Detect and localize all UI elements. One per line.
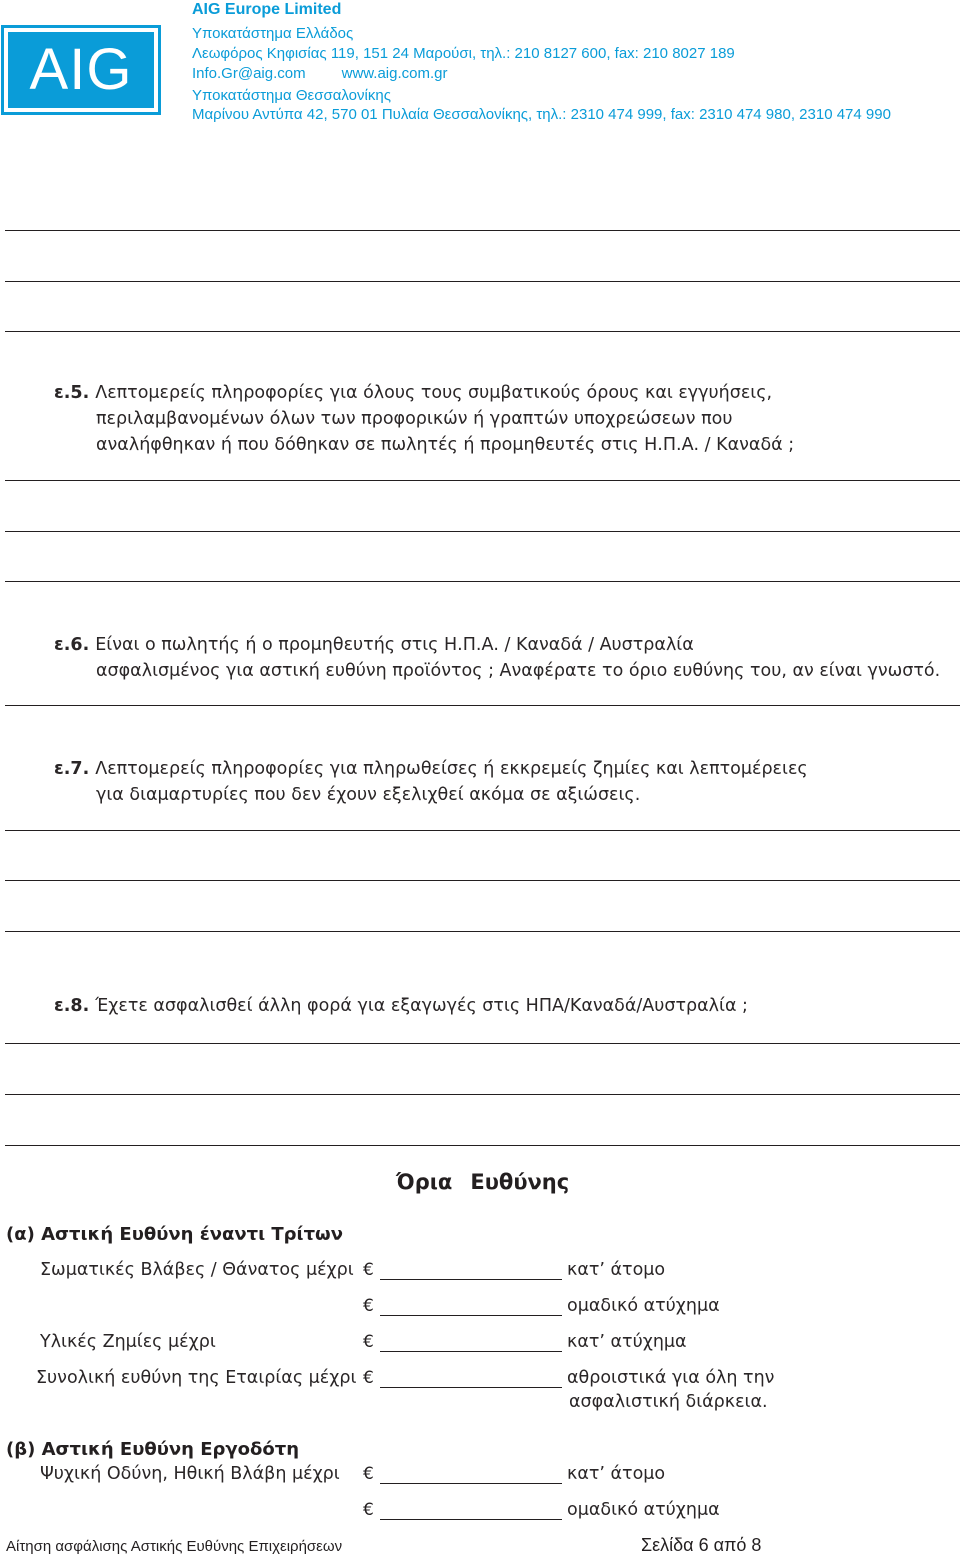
question-number: ε.6. [54, 635, 90, 655]
question-text: Λεπτομερείς πληροφορίες για πληρωθείσες ή εκκρεμείς ζημίες και λεπτομέρειες [95, 759, 808, 779]
answer-line[interactable] [5, 880, 960, 881]
answer-line[interactable] [5, 1043, 960, 1044]
question-e7 [54, 756, 808, 808]
limits-title [396, 1170, 569, 1194]
euro-symbol: € [363, 1260, 374, 1280]
per-accident-label: κατ’ ατύχημα [567, 1332, 687, 1352]
question-text: περιλαμβανομένων όλων των προφορικών ή γραπτών υποχρεώσεων που [96, 409, 733, 429]
logo-text: AIG [29, 37, 133, 102]
address-thessaloniki: Μαρίνου Αντύπα 42, 570 01 Πυλαία Θεσσαλονίκης, τηλ.: 2310 474 999, fax: 2310 474 980, 2310 474 990 [192, 106, 891, 123]
euro-symbol: € [363, 1368, 374, 1388]
answer-line[interactable] [5, 581, 960, 582]
branch-greece: Υποκατάστημα Ελλάδος [192, 25, 354, 42]
material-damage-label: Υλικές Ζημίες μέχρι [40, 1332, 216, 1352]
question-text: Είναι ο πωλητής ή ο προμηθευτής στις Η.Π.Α. / Καναδά / Αυστραλία [95, 635, 694, 655]
question-text: Λεπτομερείς πληροφορίες για όλους τους συμβατικούς όρους και εγγυήσεις, [95, 383, 773, 403]
euro-symbol: € [363, 1332, 374, 1352]
mental-anguish-label: Ψυχική Οδύνη, Ηθική Βλάβη μέχρι [40, 1464, 340, 1484]
total-aggregate-field[interactable] [380, 1387, 562, 1388]
employer-group-accident-field[interactable] [380, 1519, 562, 1520]
question-text: Έχετε ασφαλισθεί άλλη φορά για εξαγωγές στις ΗΠΑ/Καναδά/Αυστραλία ; [95, 996, 748, 1016]
answer-line[interactable] [5, 281, 960, 282]
answer-line[interactable] [5, 830, 960, 831]
section-a-title: (α) Αστική Ευθύνη έναντι Τρίτων [6, 1224, 343, 1245]
page-number: Σελίδα 6 από 8 [641, 1535, 762, 1555]
bodily-group-accident-field[interactable] [380, 1315, 562, 1316]
group-accident-label: ομαδικό ατύχημα [567, 1500, 720, 1520]
question-e8 [54, 993, 748, 1019]
answer-line[interactable] [5, 531, 960, 532]
question-number: ε.5. [54, 383, 90, 403]
aggregate-label-line1: αθροιστικά για όλη την [567, 1368, 775, 1388]
question-number: ε.8. [54, 996, 90, 1016]
address-athens: Λεωφόρος Κηφισίας 119, 151 24 Μαρούσι, τηλ.: 210 8127 600, fax: 210 8027 189 [192, 45, 735, 62]
branch-thessaloniki: Υποκατάστημα Θεσσαλονίκης [192, 87, 391, 104]
material-per-accident-field[interactable] [380, 1351, 562, 1352]
bodily-per-person-field[interactable] [380, 1279, 562, 1280]
answer-line[interactable] [5, 931, 960, 932]
per-person-label: κατ’ άτομο [567, 1260, 666, 1280]
contact-line [192, 64, 447, 84]
group-accident-label: ομαδικό ατύχημα [567, 1296, 720, 1316]
question-text: αναλήφθηκαν ή που δόθηκαν σε πωλητές ή προμηθευτές στις Η.Π.Α. / Καναδά ; [96, 435, 795, 455]
limits-title-word: Ευθύνης [470, 1170, 570, 1194]
question-number: ε.7. [54, 759, 90, 779]
question-e5 [54, 380, 794, 458]
limits-title-word: Όρια [396, 1170, 453, 1194]
company-name: AIG Europe Limited [192, 1, 342, 18]
footer-document-title: Αίτηση ασφάλισης Αστικής Ευθύνης Επιχειρήσεων [6, 1538, 343, 1555]
question-text: για διαμαρτυρίες που δεν έχουν εξελιχθεί ακόμα σε αξιώσεις. [96, 785, 641, 805]
answer-line[interactable] [5, 480, 960, 481]
per-person-label: κατ’ άτομο [567, 1464, 666, 1484]
question-text: ασφαλισμένος για αστική ευθύνη προϊόντος ; Αναφέρατε το όριο ευθύνης του, αν είναι γνωστό. [96, 661, 941, 681]
email-link[interactable]: Info.Gr@aig.com [192, 65, 306, 82]
section-b-title: (β) Αστική Ευθύνη Εργοδότη [6, 1439, 300, 1460]
answer-line[interactable] [5, 331, 960, 332]
website-link[interactable]: www.aig.com.gr [341, 65, 448, 82]
bodily-injury-label: Σωματικές Βλάβες / Θάνατος μέχρι [40, 1260, 354, 1280]
answer-line[interactable] [5, 1094, 960, 1095]
aggregate-label-line2: ασφαλιστική διάρκεια. [569, 1392, 768, 1412]
aig-logo [4, 28, 158, 112]
answer-line[interactable] [5, 230, 960, 231]
euro-symbol: € [363, 1464, 374, 1484]
question-e6 [54, 632, 940, 684]
euro-symbol: € [363, 1500, 374, 1520]
answer-line[interactable] [5, 1145, 960, 1146]
employer-per-person-field[interactable] [380, 1483, 562, 1484]
euro-symbol: € [363, 1296, 374, 1316]
total-liability-label: Συνολική ευθύνη της Εταιρίας μέχρι [36, 1368, 357, 1388]
answer-line[interactable] [5, 705, 960, 706]
